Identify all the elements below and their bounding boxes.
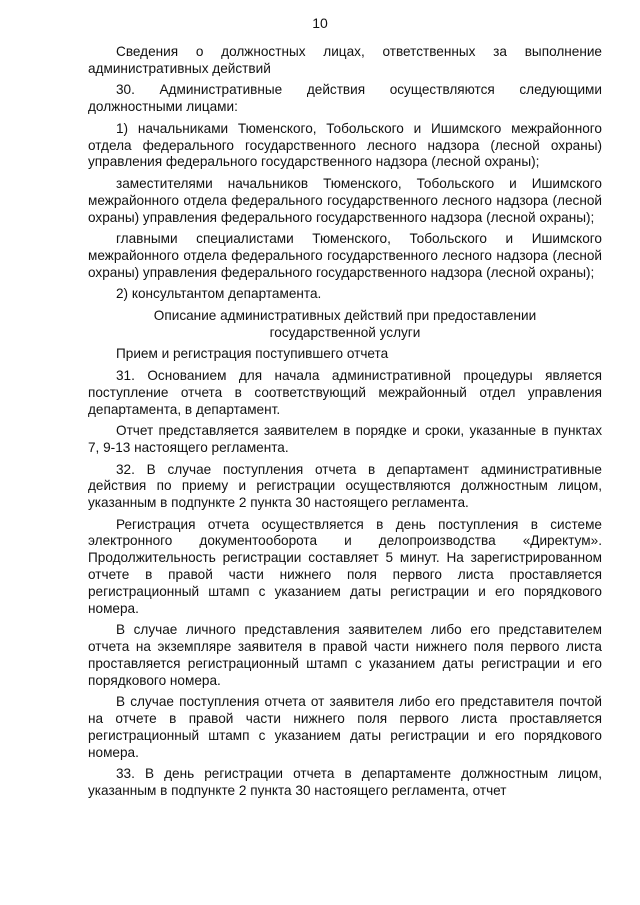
paragraph-personal-submission: В случае личного представления заявителем либо его представителем отчета на экземпляре заявителя в правой части нижнего поля первого листа проставляется регистрационный штамп с указанием даты регистрации и его порядкового номера.	[88, 622, 602, 688]
paragraph-registration: Регистрация отчета осуществляется в день поступления в системе электронного документооборота и делопроизводства «Директум». Продолжительность регистрации составляет 5 минут. На зарегистрированном отчете в правой части нижнего поля первого листа проставляется регистрационный штамп с указанием даты регистрации и его порядкового номера.	[88, 516, 602, 616]
list-item-1-heads: 1) начальниками Тюменского, Тобольского и Ишимского межрайонного отдела федерального государственного лесного надзора (лесной охраны) управления федерального государственного надзора (лесной охраны);	[88, 120, 602, 170]
section-heading-description: Описание административных действий при предоставлении государственной услуги	[153, 307, 537, 340]
paragraph-report-submission: Отчет представляется заявителем в порядке и сроки, указанные в пунктах 7, 9-13 настоящего регламента.	[88, 423, 602, 455]
subheading-reception: Прием и регистрация поступившего отчета	[116, 346, 389, 362]
paragraph-postal-submission: В случае поступления отчета от заявителя либо его представителя почтой на отчете в правой части нижнего поля первого листа проставляется регистрационный штамп с указанием даты регистрации и его порядкового номера.	[88, 694, 602, 760]
page-number: 10	[312, 15, 328, 31]
list-item-chief-specialists: главными специалистами Тюменского, Тобольского и Ишимского межрайонного отдела федерального государственного лесного надзора (лесной охраны) управления федерального государственного надзора (лесной охраны);	[88, 231, 602, 280]
section-heading-officials: Сведения о должностных лицах, ответственных за выполнение административных действий	[88, 44, 602, 76]
list-item-deputies: заместителями начальников Тюменского, Тобольского и Ишимского межрайонного отдела федерального государственного лесного надзора (лесной охраны) управления федерального государственного надзора (лесной охраны);	[88, 175, 602, 225]
paragraph-30: 30. Административные действия осуществляются следующими должностными лицами:	[88, 82, 602, 115]
paragraph-31: 31. Основанием для начала административной процедуры является поступление отчета в соответствующий межрайонный отдел управления департамента, в департамент.	[88, 367, 602, 417]
paragraph-33: 33. В день регистрации отчета в департаменте должностным лицом, указанным в подпункте 2 пункта 30 настоящего регламента, отчет	[88, 766, 602, 799]
document-body	[88, 44, 602, 805]
list-item-2-consultant: 2) консультантом департамента.	[116, 286, 322, 302]
paragraph-32: 32. В случае поступления отчета в департамент административные действия по приему и регистрации осуществляются должностным лицом, указанным в подпункте 2 пункта 30 настоящего регламента.	[88, 461, 602, 511]
